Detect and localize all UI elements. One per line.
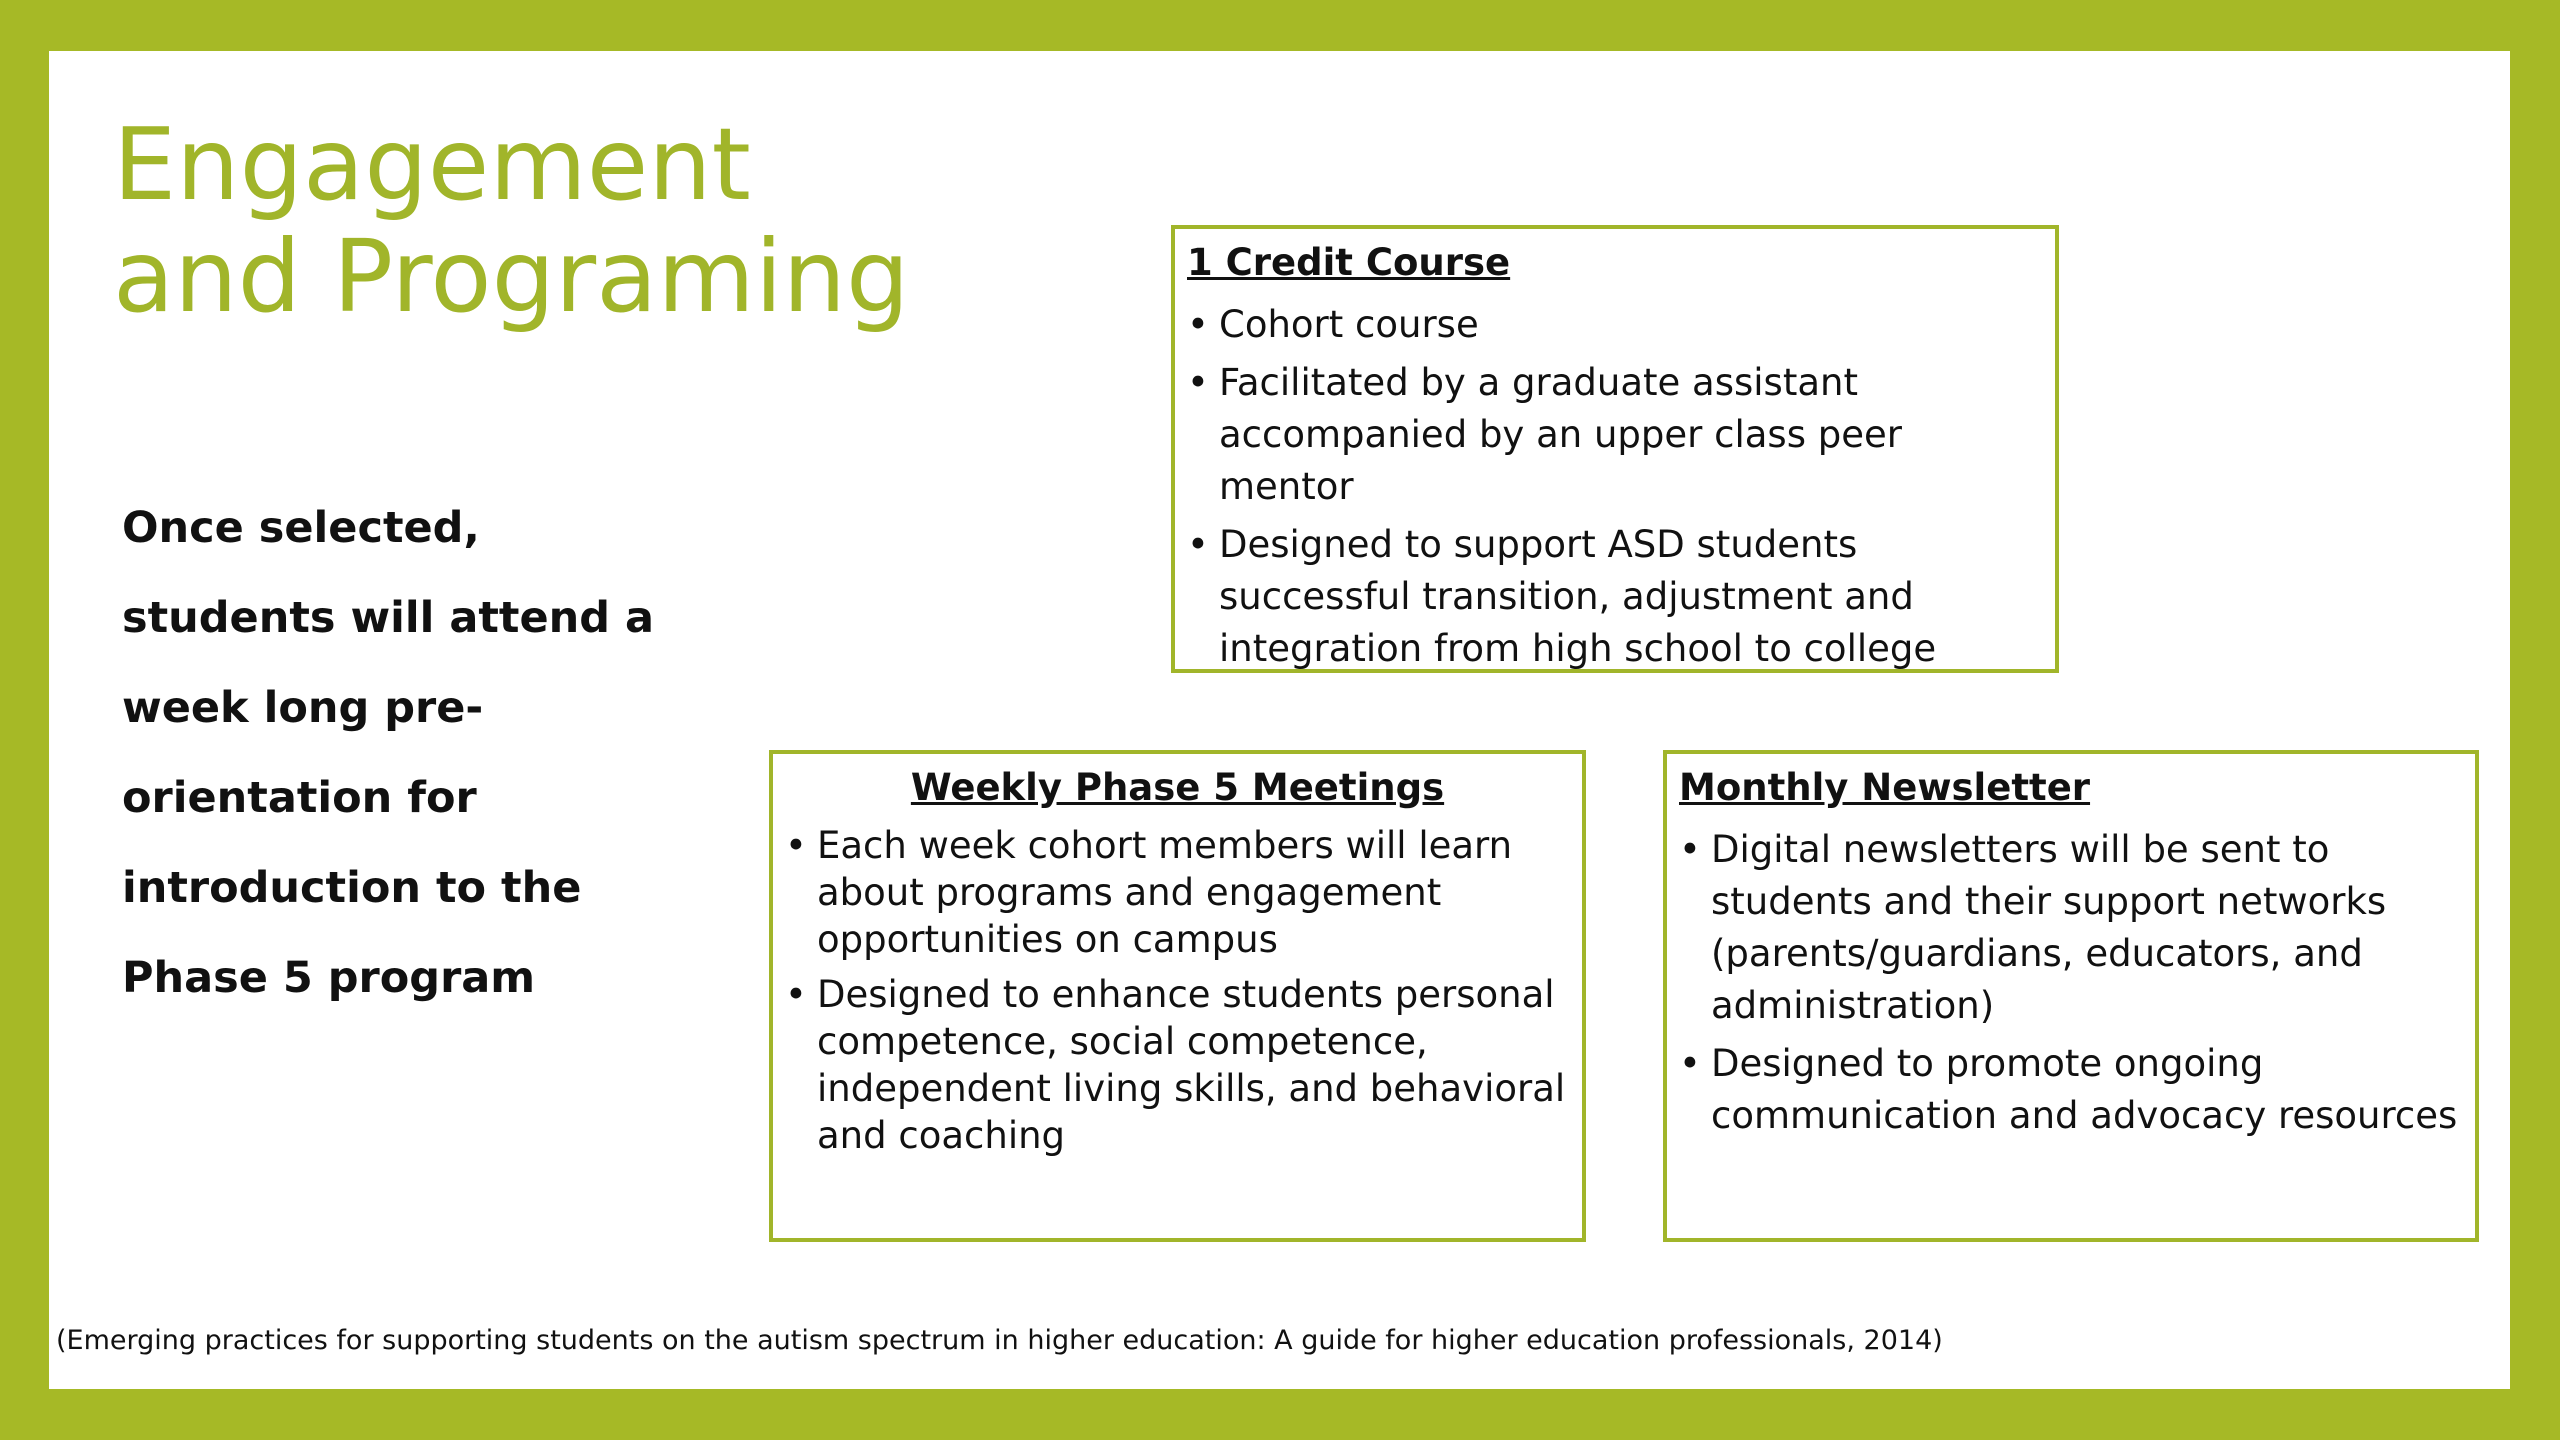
intro-line: Once selected, bbox=[122, 503, 480, 553]
title-line-1: Engagement bbox=[113, 106, 751, 223]
list-item: • Each week cohort members will learn about programs and engagement opportunities on campus bbox=[785, 822, 1570, 963]
intro-line: week long pre- bbox=[122, 683, 484, 733]
monthly-newsletter-box bbox=[1663, 750, 2479, 1242]
weekly-meetings-heading: Weekly Phase 5 Meetings bbox=[910, 766, 1445, 809]
intro-line: orientation for bbox=[122, 773, 477, 823]
weekly-meetings-box bbox=[769, 750, 1586, 1242]
intro-line: Phase 5 program bbox=[122, 953, 536, 1003]
list-item: • Designed to promote ongoing communication and advocacy resources bbox=[1679, 1038, 2463, 1142]
slide-title bbox=[113, 106, 910, 335]
intro-line: students will attend a bbox=[122, 593, 655, 643]
slide bbox=[49, 51, 2510, 1389]
list-item: • Cohort course bbox=[1187, 299, 2043, 351]
credit-course-box bbox=[1171, 225, 2059, 673]
weekly-meetings-list bbox=[785, 822, 1570, 1159]
citation: (Emerging practices for supporting students on the autism spectrum in higher education: A guide for higher education professionals, 2014) bbox=[56, 1325, 1943, 1356]
credit-course-heading: 1 Credit Course bbox=[1187, 241, 1511, 284]
intro-line: introduction to the bbox=[122, 863, 582, 913]
list-item: • Facilitated by a graduate assistant accompanied by an upper class peer mentor bbox=[1187, 357, 2043, 513]
title-line-2: and Programing bbox=[113, 218, 910, 335]
intro-text bbox=[122, 483, 682, 1023]
monthly-newsletter-heading: Monthly Newsletter bbox=[1679, 766, 2091, 809]
list-item: • Digital newsletters will be sent to students and their support networks (parents/guardians, educators, and administration) bbox=[1679, 824, 2463, 1032]
list-item: • Designed to support ASD students successful transition, adjustment and integration from high school to college bbox=[1187, 519, 2043, 675]
list-item: • Designed to enhance students personal competence, social competence, independent living skills, and behavioral and coaching bbox=[785, 971, 1570, 1159]
monthly-newsletter-list bbox=[1679, 824, 2463, 1142]
credit-course-list bbox=[1187, 299, 2043, 675]
